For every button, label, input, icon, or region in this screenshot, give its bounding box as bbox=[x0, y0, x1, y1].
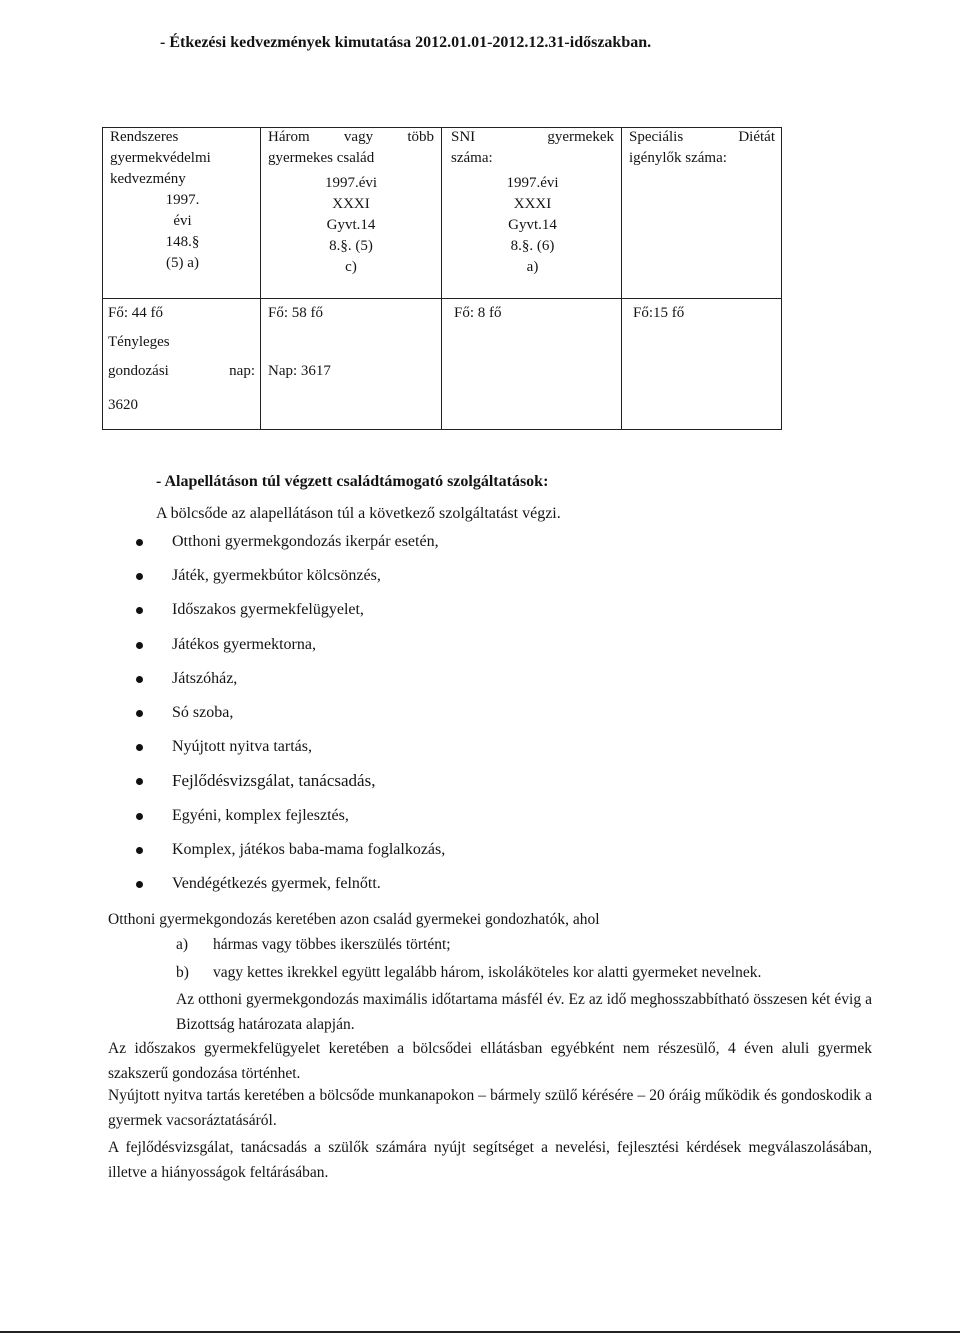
bullet-icon bbox=[136, 847, 143, 854]
table-border-left bbox=[102, 127, 103, 430]
table-divider-1 bbox=[260, 127, 261, 430]
list-item-text: Vendégétkezés gyermek, felnőtt. bbox=[172, 874, 381, 892]
col2-fo: Fő: 58 fő bbox=[268, 305, 324, 321]
table-divider-2 bbox=[441, 127, 442, 430]
list-item-text: Komplex, játékos baba-mama foglalkozás, bbox=[172, 840, 446, 858]
col2-line3: 1997.évi bbox=[324, 175, 378, 191]
col1-word-nap: nap: bbox=[229, 363, 255, 379]
list-item-text: Nyújtott nyitva tartás, bbox=[172, 738, 312, 756]
list-item bbox=[136, 772, 445, 806]
col2-word-tobb: több bbox=[407, 129, 434, 145]
section-heading-meal-discounts: - Étkezési kedvezmények kimutatása 2012.01.01-2012.12.31-időszakban. bbox=[160, 34, 652, 51]
condition-a-label: a) bbox=[176, 936, 189, 953]
paragraph-extended-hours: Nyújtott nyitva tartás keretében a bölcsőde munkanapokon – bármely szülő kérésére – 20 óráig működik és gondoskodik a gyermek vacsoráztatásáról. bbox=[108, 1087, 872, 1129]
col2-line6: 8.§. (5) bbox=[329, 238, 373, 254]
col1-line1: Rendszeres bbox=[110, 129, 179, 145]
col3-line7: a) bbox=[526, 259, 539, 275]
list-item-text: Játszóház, bbox=[172, 669, 238, 687]
col4-line1 bbox=[629, 127, 775, 148]
col1-days-value: 3620 bbox=[108, 397, 138, 413]
col3-line4: XXXI bbox=[513, 196, 552, 212]
col2-line1 bbox=[268, 127, 434, 148]
col1-line5: évi bbox=[173, 213, 192, 229]
col2-line5: Gyvt.14 bbox=[326, 217, 376, 233]
bullet-icon bbox=[136, 710, 143, 717]
list-item-text: Só szoba, bbox=[172, 703, 234, 721]
list-item-text: Időszakos gyermekfelügyelet, bbox=[172, 601, 364, 619]
col1-header bbox=[110, 127, 255, 274]
list-item bbox=[136, 704, 445, 738]
col4-fo: Fő:15 fő bbox=[633, 305, 685, 321]
col3-line6: 8.§. (6) bbox=[510, 238, 555, 254]
col1-line6: 148.§ bbox=[165, 234, 200, 250]
col1-gondozasi-nap bbox=[108, 361, 255, 382]
list-item-text: Játékos gyermektorna, bbox=[172, 635, 316, 653]
table-border-right bbox=[781, 127, 782, 430]
bullet-icon bbox=[136, 813, 143, 820]
list-item-text: Otthoni gyermekgondozás ikerpár esetén, bbox=[172, 533, 439, 550]
col2-line7: c) bbox=[345, 259, 357, 275]
col3-line2: száma: bbox=[451, 150, 493, 166]
bullet-icon bbox=[136, 744, 143, 751]
condition-b-label: b) bbox=[176, 964, 189, 981]
list-item bbox=[136, 841, 445, 875]
col2-line2: gyermekes család bbox=[268, 150, 375, 166]
list-item-text: Egyéni, komplex fejlesztés, bbox=[172, 806, 349, 824]
col3-header bbox=[451, 127, 614, 278]
bullet-icon bbox=[136, 881, 143, 888]
col1-line3: kedvezmény bbox=[110, 171, 186, 187]
col4-word-specialis: Speciális bbox=[629, 129, 684, 145]
col2-word-vagy: vagy bbox=[343, 129, 374, 145]
col1-fo: Fő: 44 fő bbox=[108, 305, 164, 321]
col2-nap: Nap: 3617 bbox=[268, 363, 331, 379]
col1-word-gondozasi: gondozási bbox=[108, 363, 169, 379]
services-intro: A bölcsőde az alapellátáson túl a következő szolgáltatást végzi. bbox=[156, 505, 561, 522]
list-item bbox=[136, 636, 445, 670]
services-list bbox=[136, 533, 445, 909]
table-divider-3 bbox=[621, 127, 622, 430]
col1-line2: gyermekvédelmi bbox=[110, 150, 211, 166]
bullet-icon bbox=[136, 573, 143, 580]
list-item bbox=[136, 533, 445, 567]
list-item bbox=[136, 738, 445, 772]
col4-word-dietat: Diétát bbox=[738, 129, 775, 145]
col3-word-gyermekek: gyermekek bbox=[547, 129, 614, 145]
paragraph-home-care-duration: Az otthoni gyermekgondozás maximális időtartama másfél év. Ez az idő meghosszabbítható összesen két évig a Bizottság határozata alapján. bbox=[176, 991, 872, 1033]
section-heading-family-services: - Alapellátáson túl végzett családtámogató szolgáltatások: bbox=[156, 473, 549, 490]
col3-line3: 1997.évi bbox=[506, 175, 559, 191]
condition-a-text: hármas vagy többes ikerszülés történt; bbox=[213, 936, 451, 953]
bullet-icon bbox=[136, 642, 143, 649]
col4-header bbox=[629, 127, 775, 169]
col2-line4: XXXI bbox=[332, 196, 370, 212]
bullet-icon bbox=[136, 539, 143, 546]
col2-header bbox=[268, 127, 434, 278]
list-item bbox=[136, 807, 445, 841]
bullet-icon bbox=[136, 676, 143, 683]
discount-table bbox=[102, 127, 782, 430]
paragraph-home-care: Otthoni gyermekgondozás keretében azon család gyermekei gondozhatók, ahol bbox=[108, 911, 600, 928]
col3-fo: Fő: 8 fő bbox=[454, 305, 502, 321]
bullet-icon bbox=[136, 778, 143, 785]
list-item bbox=[136, 875, 445, 909]
col3-line5: Gyvt.14 bbox=[508, 217, 557, 233]
list-item-text: Fejlődésvizsgálat, tanácsadás, bbox=[172, 771, 376, 791]
list-item-text: Játék, gyermekbútor kölcsönzés, bbox=[172, 567, 381, 585]
col3-line1 bbox=[451, 127, 614, 148]
col1-line4: 1997. bbox=[165, 192, 200, 208]
list-item bbox=[136, 601, 445, 635]
page-bottom-rule bbox=[0, 1331, 960, 1333]
table-border-bottom bbox=[102, 429, 782, 430]
paragraph-development-exam: A fejlődésvizsgálat, tanácsadás a szülők számára nyújt segítséget a nevelési, fejlesztési kérdések megválaszolásában, illetve a hiányosságok feltárásában. bbox=[108, 1139, 872, 1181]
table-header-rule bbox=[102, 298, 782, 299]
paragraph-occasional-care: Az időszakos gyermekfelügyelet keretében a bölcsődei ellátásban egyébként nem részesülő, 4 éven aluli gyermek szakszerű gondozása történhet. bbox=[108, 1040, 872, 1082]
col3-word-sni: SNI bbox=[451, 129, 476, 145]
col2-word-harom: Három bbox=[268, 129, 310, 145]
list-item bbox=[136, 567, 445, 601]
condition-b-text: vagy kettes ikrekkel együtt legalább három, iskoláköteles kor alatti gyermeket nevelnek. bbox=[213, 964, 762, 981]
col1-line7: (5) a) bbox=[166, 255, 199, 271]
bullet-icon bbox=[136, 607, 143, 614]
col4-line2: igénylők száma: bbox=[629, 150, 727, 166]
list-item bbox=[136, 670, 445, 704]
col1-tenyleges: Tényleges bbox=[108, 334, 170, 350]
